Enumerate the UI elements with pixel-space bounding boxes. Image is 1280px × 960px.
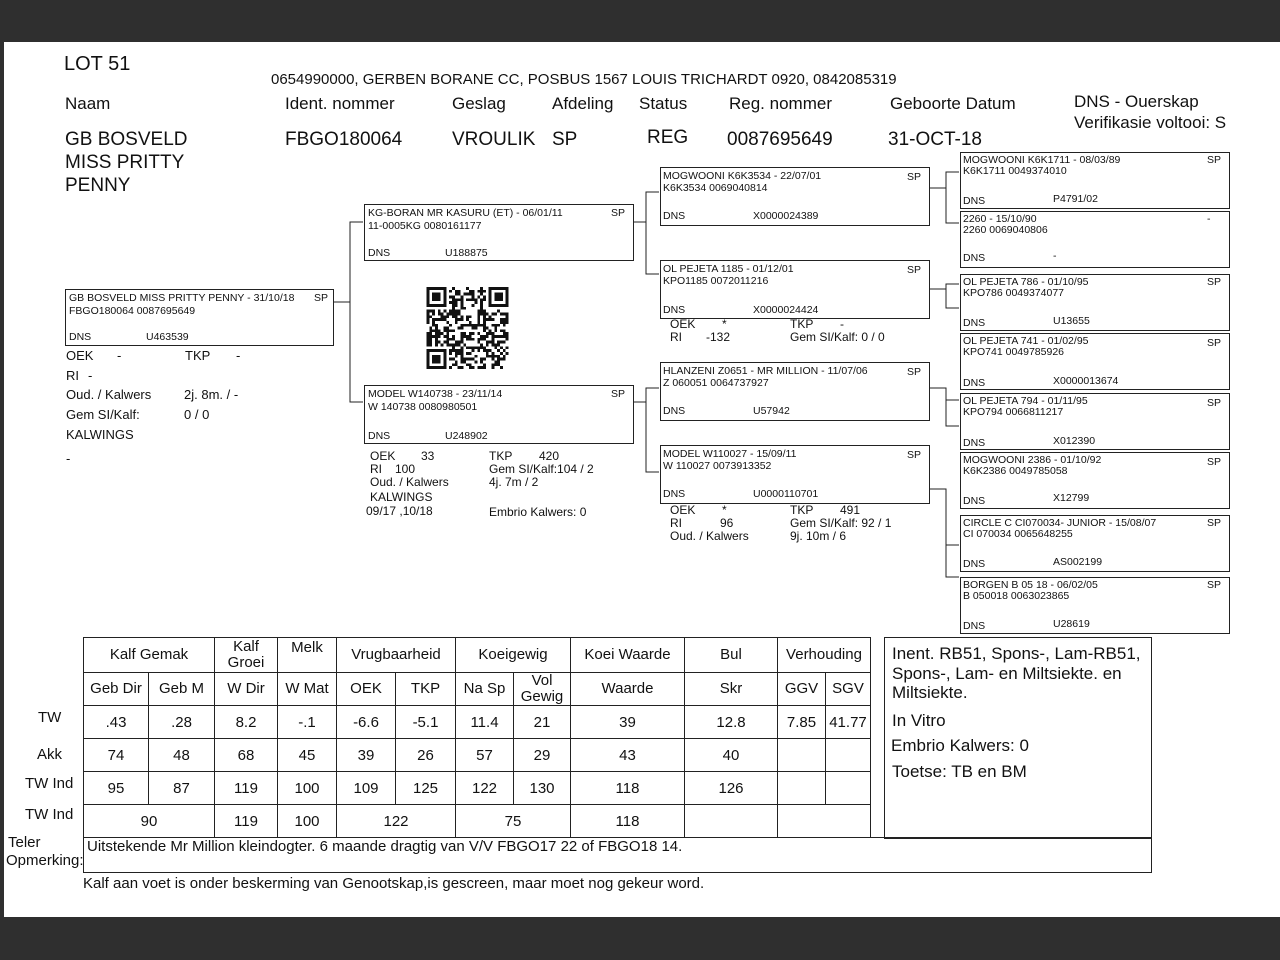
- gp4-id: W 110027 0073913352: [663, 460, 772, 472]
- gp2-oek-label: OEK: [670, 317, 696, 331]
- tw-tkp: -5.1: [396, 706, 456, 739]
- notes-panel: [884, 637, 1152, 839]
- animal-box-dns: U463539: [146, 331, 189, 343]
- ggp5-dns-label: DNS: [963, 437, 986, 449]
- sire-box-afd: SP: [611, 207, 626, 219]
- sub-ggv: GGV: [778, 673, 826, 706]
- label-dns: DNS - Ouerskap: [1074, 92, 1199, 111]
- sire-box-dns: U188875: [445, 247, 488, 259]
- twind-oek: 109: [337, 772, 396, 805]
- gp4-tkp-label: TKP: [790, 503, 814, 517]
- ggp7-title: CIRCLE C CI070034- JUNIOR - 15/08/07: [963, 517, 1157, 529]
- ggp2-dns-label: DNS: [963, 252, 986, 264]
- ggp5-dns: X012390: [1053, 435, 1096, 447]
- ggp8-dns-label: DNS: [963, 620, 986, 632]
- akk-waarde: 43: [571, 739, 685, 772]
- gp4-gem: Gem SI/Kalf: 92 / 1: [790, 516, 892, 530]
- dam-pedigree-box: [364, 385, 634, 444]
- ggp4-afd: SP: [1207, 337, 1222, 349]
- twind2-verhouding: [778, 805, 871, 838]
- pedigree-document: [4, 42, 1280, 917]
- value-ident: FBGO180064: [285, 129, 403, 150]
- animal-box-afd: SP: [314, 292, 329, 304]
- gp4-ri-label: RI: [670, 516, 682, 530]
- gp1-dns-label: DNS: [663, 210, 686, 222]
- great-grandparent-box-5: [960, 393, 1230, 450]
- notes-in-vitro: In Vitro: [892, 711, 946, 730]
- ggp6-dns: X12799: [1053, 492, 1090, 504]
- twind-geb-m: 87: [149, 772, 215, 805]
- great-grandparent-box-2: [960, 211, 1230, 268]
- qr-code: [424, 287, 511, 369]
- table-row-tw-ind-2: [84, 805, 871, 838]
- dam-box-dns: U248902: [445, 430, 488, 442]
- tw-waarde: 39: [571, 706, 685, 739]
- akk-oek: 39: [337, 739, 396, 772]
- gp3-dns: U57942: [753, 405, 790, 417]
- gp3-dns-label: DNS: [663, 405, 686, 417]
- tw-oek: -6.6: [337, 706, 396, 739]
- ggp4-dns-label: DNS: [963, 377, 986, 389]
- grandparent-box-1: [660, 167, 930, 226]
- akk-geb-dir: 74: [84, 739, 149, 772]
- ggp1-title: MOGWOONI K6K1711 - 08/03/89: [963, 154, 1121, 166]
- tw-skr: 12.8: [685, 706, 778, 739]
- ggp3-title: OL PEJETA 786 - 01/10/95: [963, 276, 1089, 288]
- akk-sgv: [826, 739, 871, 772]
- sub-skr: Skr: [685, 673, 778, 706]
- ggp2-title: 2260 - 15/10/90: [963, 213, 1037, 225]
- table-row-akk: [84, 739, 871, 772]
- ggp3-id: KPO786 0049374077: [963, 287, 1065, 299]
- twind2-kalf-gemak: 90: [84, 805, 215, 838]
- label-verifikasie: Verifikasie voltooi: S: [1074, 113, 1227, 132]
- notes-toetse: Toetse: TB en BM: [892, 762, 1027, 781]
- value-naam-3: PENNY: [65, 175, 131, 196]
- gp2-id: KPO1185 0072011216: [663, 275, 769, 287]
- animal-gem-label: Gem SI/Kalf:: [66, 407, 140, 422]
- ggp6-dns-label: DNS: [963, 495, 986, 507]
- great-grandparent-box-4: [960, 333, 1230, 390]
- gp1-dns: X0000024389: [753, 210, 819, 222]
- animal-ri-label: RI: [66, 368, 79, 383]
- animal-oek: -: [117, 348, 122, 363]
- twind-w-dir: 119: [215, 772, 278, 805]
- twind-tkp: 125: [396, 772, 456, 805]
- gp4-title: MODEL W110027 - 15/09/11: [663, 448, 797, 460]
- animal-tkp: -: [236, 348, 241, 363]
- grandparent-box-4: [660, 445, 930, 504]
- dam-box-afd: SP: [611, 388, 626, 400]
- gp4-tkp: 491: [840, 503, 861, 517]
- group-melk: Melk: [278, 638, 337, 673]
- great-grandparent-box-3: [960, 274, 1230, 331]
- gp2-afd: SP: [907, 264, 922, 276]
- twind-vol-gewig: 130: [514, 772, 571, 805]
- twind-na-sp: 122: [456, 772, 514, 805]
- great-grandparent-box-1: [960, 152, 1230, 209]
- gp4-oud: 9j. 10m / 6: [790, 529, 847, 543]
- akk-geb-m: 48: [149, 739, 215, 772]
- ggp7-afd: SP: [1207, 517, 1222, 529]
- akk-vol-gewig: 29: [514, 739, 571, 772]
- label-naam: Naam: [65, 94, 111, 113]
- table-row-tw: [84, 706, 871, 739]
- gp2-ri-label: RI: [670, 330, 682, 344]
- remark-label-teler: Teler: [8, 834, 41, 851]
- great-grandparent-box-7: [960, 515, 1230, 572]
- animal-ri: -: [88, 368, 93, 383]
- group-bul: Bul: [685, 638, 778, 673]
- ggp1-id: K6K1711 0049374010: [963, 165, 1067, 177]
- tw-geb-m: .28: [149, 706, 215, 739]
- dam-oek-label: OEK: [370, 449, 396, 463]
- gp2-ri: -132: [706, 330, 731, 344]
- ggp6-title: MOGWOONI 2386 - 01/10/92: [963, 454, 1102, 466]
- group-koei-waarde: Koei Waarde: [571, 638, 685, 673]
- sire-pedigree-box: [364, 204, 634, 261]
- grandparent-box-2: [660, 260, 930, 319]
- dam-kalwings-label: KALWINGS: [370, 490, 433, 504]
- group-kalf-groei: Kalf Groei: [215, 638, 278, 673]
- gp4-dns: U0000110701: [753, 488, 819, 500]
- group-verhouding: Verhouding: [778, 638, 871, 673]
- akk-na-sp: 57: [456, 739, 514, 772]
- label-reg: Reg. nommer: [729, 94, 832, 113]
- twind2-bul: [685, 805, 778, 838]
- gp3-id: Z 060051 0064737927: [663, 377, 769, 389]
- dam-kalwings: 09/17 ,10/18: [366, 504, 433, 518]
- gp2-dns-label: DNS: [663, 304, 686, 316]
- twind2-melk: 100: [278, 805, 337, 838]
- ggp4-title: OL PEJETA 741 - 01/02/95: [963, 335, 1089, 347]
- gp2-gem: Gem SI/Kalf: 0 / 0: [790, 330, 885, 344]
- group-kalf-gemak: Kalf Gemak: [84, 638, 215, 673]
- dam-gem: Gem SI/Kalf:104 / 2: [489, 462, 594, 476]
- animal-pedigree-box: [65, 289, 334, 346]
- great-grandparent-box-6: [960, 452, 1230, 509]
- gp2-oek: *: [722, 317, 727, 331]
- twind-ggv: [778, 772, 826, 805]
- twind2-koei-waarde: 118: [571, 805, 685, 838]
- sub-geb-dir: Geb Dir: [84, 673, 149, 706]
- footer-note: Kalf aan voet is onder beskerming van Genootskap,is gescreen, maar moet nog gekeur word.: [83, 875, 705, 892]
- ggp8-title: BORGEN B 05 18 - 06/02/05: [963, 579, 1098, 591]
- sub-na-sp: Na Sp: [456, 673, 514, 706]
- ggp8-afd: SP: [1207, 579, 1222, 591]
- value-geboorte: 31-OCT-18: [888, 129, 982, 150]
- dam-oud-label: Oud. / Kalwers: [370, 475, 449, 489]
- gp4-afd: SP: [907, 449, 922, 461]
- ggp2-id: 2260 0069040806: [963, 224, 1048, 236]
- ggp8-dns: U28619: [1053, 618, 1090, 630]
- gp4-dns-label: DNS: [663, 488, 686, 500]
- ggp2-dns: -: [1053, 250, 1057, 262]
- dam-oek: 33: [421, 449, 435, 463]
- akk-skr: 40: [685, 739, 778, 772]
- tw-geb-dir: .43: [84, 706, 149, 739]
- ggp4-dns: X0000013674: [1053, 375, 1119, 387]
- value-status: REG: [647, 127, 689, 148]
- gp4-oek-label: OEK: [670, 503, 696, 517]
- ggp1-dns: P4791/02: [1053, 193, 1098, 205]
- ggp6-afd: SP: [1207, 456, 1222, 468]
- dam-tkp: 420: [539, 449, 560, 463]
- ggp7-dns-label: DNS: [963, 558, 986, 570]
- gp1-afd: SP: [907, 171, 922, 183]
- gp2-dns: X0000024424: [753, 304, 819, 316]
- lot-number: LOT 51: [64, 53, 131, 75]
- notes-inent: Inent. RB51, Spons-, Lam-RB51, Spons-, Lam- en Miltsiekte. en Miltsiekte.: [892, 644, 1141, 703]
- twind-skr: 126: [685, 772, 778, 805]
- animal-tkp-label: TKP: [185, 348, 211, 363]
- twind-geb-dir: 95: [84, 772, 149, 805]
- ggp5-id: KPO794 0066811217: [963, 406, 1064, 418]
- tw-sgv: 41.77: [826, 706, 871, 739]
- label-geboorte: Geboorte Datum: [890, 94, 1016, 113]
- sub-w-dir: W Dir: [215, 673, 278, 706]
- value-afdeling: SP: [552, 129, 578, 150]
- ggp3-afd: SP: [1207, 276, 1222, 288]
- value-geslag: VROULIK: [452, 129, 536, 150]
- sub-sgv: SGV: [826, 673, 871, 706]
- ggp1-dns-label: DNS: [963, 195, 986, 207]
- tw-vol-gewig: 21: [514, 706, 571, 739]
- row-label-akk: Akk: [37, 746, 63, 763]
- value-naam-2: MISS PRITTY: [65, 152, 185, 173]
- ggp5-afd: SP: [1207, 397, 1222, 409]
- animal-kalwings-label: KALWINGS: [66, 427, 134, 442]
- gp1-id: K6K3534 0069040814: [663, 182, 768, 194]
- twind-w-mat: 100: [278, 772, 337, 805]
- animal-oud-label: Oud. / Kalwers: [66, 387, 152, 402]
- dam-box-id: W 140738 0080980501: [368, 401, 478, 413]
- tw-w-dir: 8.2: [215, 706, 278, 739]
- ggp3-dns: U13655: [1053, 315, 1090, 327]
- sub-geb-m: Geb M: [149, 673, 215, 706]
- table-row-tw-ind: [84, 772, 871, 805]
- value-naam-1: GB BOSVELD: [65, 129, 188, 150]
- sub-oek: OEK: [337, 673, 396, 706]
- animal-box-id: FBGO180064 0087695649: [69, 305, 196, 317]
- ggp5-title: OL PEJETA 794 - 01/11/95: [963, 395, 1088, 407]
- label-ident: Ident. nommer: [285, 94, 395, 113]
- akk-tkp: 26: [396, 739, 456, 772]
- gp3-afd: SP: [907, 366, 922, 378]
- ggp4-id: KPO741 0049785926: [963, 346, 1065, 358]
- remark-label-opmerking: Opmerking:: [6, 852, 84, 869]
- dam-box-dns-label: DNS: [368, 430, 391, 442]
- akk-w-mat: 45: [278, 739, 337, 772]
- animal-box-dns-label: DNS: [69, 331, 92, 343]
- animal-kalwings: -: [66, 451, 71, 466]
- dam-oud: 4j. 7m / 2: [489, 475, 539, 489]
- group-koeigewig: Koeigewig: [456, 638, 571, 673]
- ggp6-id: K6K2386 0049785058: [963, 465, 1068, 477]
- twind2-vrugbaarheid: 122: [337, 805, 456, 838]
- row-label-tw: TW: [38, 709, 62, 726]
- row-label-tw-ind: TW Ind: [25, 775, 74, 792]
- tw-na-sp: 11.4: [456, 706, 514, 739]
- remark-text: Uitstekende Mr Million kleindogter. 6 maande dragtig van V/V FBGO17 22 of FBGO18 14.: [87, 838, 683, 855]
- gp4-ri: 96: [720, 516, 734, 530]
- animal-box-title: GB BOSVELD MISS PRITTY PENNY - 31/10/18: [69, 292, 295, 304]
- value-reg: 0087695649: [727, 129, 833, 150]
- sire-box-dns-label: DNS: [368, 247, 391, 259]
- gp2-tkp: -: [840, 317, 844, 331]
- gp4-oud-label: Oud. / Kalwers: [670, 529, 749, 543]
- ggp3-dns-label: DNS: [963, 317, 986, 329]
- grandparent-box-3: [660, 362, 930, 421]
- gp2-tkp-label: TKP: [790, 317, 814, 331]
- tw-ggv: 7.85: [778, 706, 826, 739]
- twind2-kalf-groei: 119: [215, 805, 278, 838]
- sub-waarde: Waarde: [571, 673, 685, 706]
- sub-vol-gewig: Vol Gewig: [514, 673, 571, 706]
- remark-box: [83, 837, 1152, 873]
- notes-embrio: Embrio Kalwers: 0: [891, 736, 1029, 755]
- akk-w-dir: 68: [215, 739, 278, 772]
- gp4-oek: *: [722, 503, 727, 517]
- dam-tkp-label: TKP: [489, 449, 513, 463]
- label-afdeling: Afdeling: [552, 94, 614, 113]
- gp2-title: OL PEJETA 1185 - 01/12/01: [663, 263, 794, 275]
- ggp7-id: CI 070034 0065648255: [963, 528, 1073, 540]
- akk-ggv: [778, 739, 826, 772]
- twind-waarde: 118: [571, 772, 685, 805]
- ggp1-afd: SP: [1207, 154, 1222, 166]
- ebv-table: [83, 637, 871, 838]
- great-grandparent-box-8: [960, 577, 1230, 634]
- twind-sgv: [826, 772, 871, 805]
- label-geslag: Geslag: [452, 94, 506, 113]
- animal-oud: 2j. 8m. / -: [184, 387, 239, 402]
- group-vrugbaarheid: Vrugbaarheid: [337, 638, 456, 673]
- animal-oek-label: OEK: [66, 348, 94, 363]
- sub-w-mat: W Mat: [278, 673, 337, 706]
- animal-gem: 0 / 0: [184, 407, 210, 422]
- dam-embrio: Embrio Kalwers: 0: [489, 505, 587, 519]
- ggp2-afd: -: [1207, 213, 1211, 225]
- label-status: Status: [639, 94, 688, 113]
- dam-ri: 100: [395, 462, 416, 476]
- row-label-tw-ind-2: TW Ind: [25, 806, 74, 823]
- dam-box-title: MODEL W140738 - 23/11/14: [368, 388, 503, 400]
- dam-ri-label: RI: [370, 462, 382, 476]
- ggp7-dns: AS002199: [1053, 556, 1103, 568]
- sire-box-id: 11-0005KG 0080161177: [368, 220, 482, 232]
- twind2-koeigewig: 75: [456, 805, 571, 838]
- breeder-line: 0654990000, GERBEN BORANE CC, POSBUS 1567 LOUIS TRICHARDT 0920, 0842085319: [271, 71, 897, 88]
- gp3-title: HLANZENI Z0651 - MR MILLION - 11/07/06: [663, 365, 868, 377]
- sire-box-title: KG-BORAN MR KASURU (ET) - 06/01/11: [368, 207, 563, 219]
- ggp8-id: B 050018 0063023865: [963, 590, 1070, 602]
- tw-w-mat: -.1: [278, 706, 337, 739]
- sub-tkp: TKP: [396, 673, 456, 706]
- gp1-title: MOGWOONI K6K3534 - 22/07/01: [663, 170, 822, 182]
